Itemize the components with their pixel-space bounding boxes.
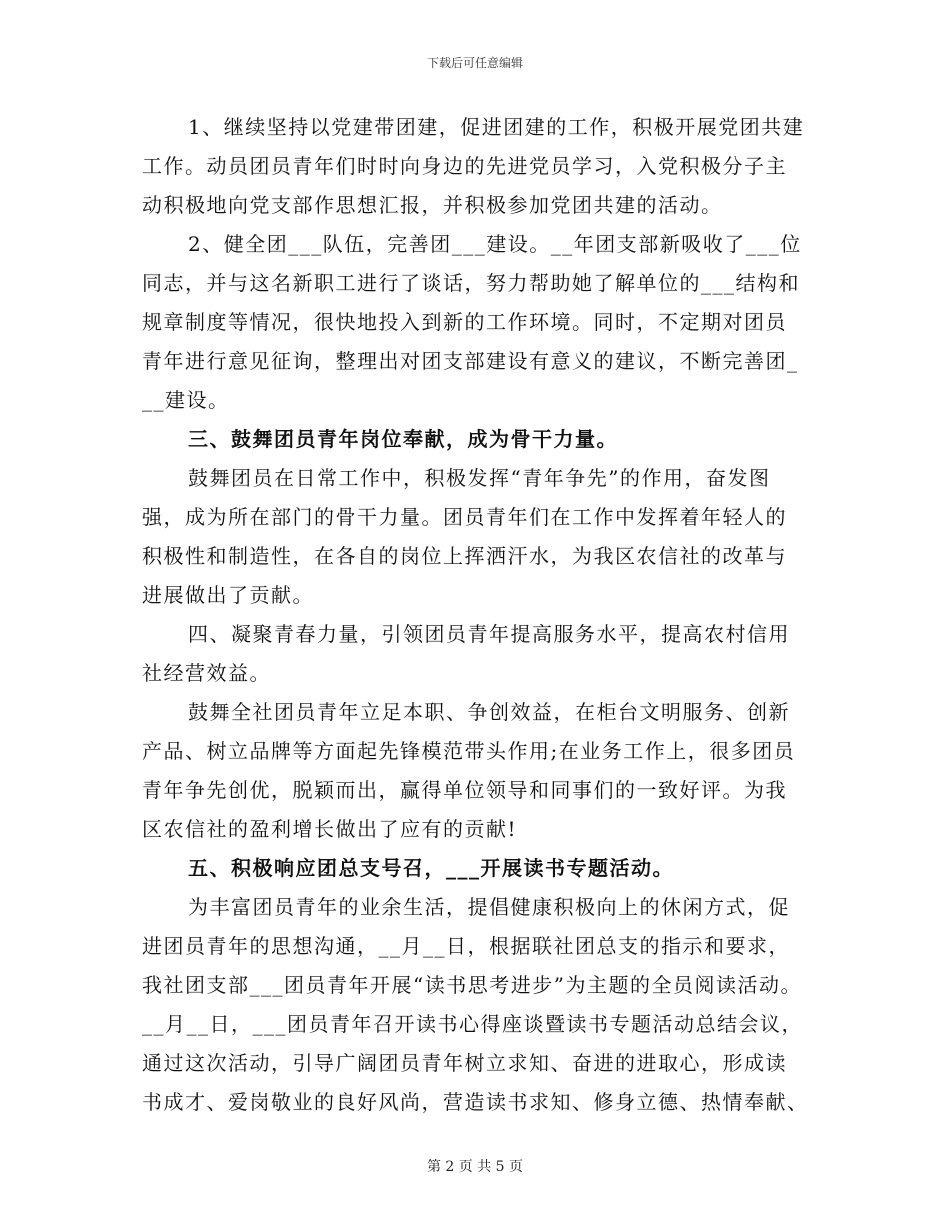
text-line: 1、继续坚持以党建带团建，促进团建的工作，积极开展党团共建 [188,115,805,139]
section-heading: 三、鼓舞团员青年岗位奉献，成为骨干力量。 [188,427,618,451]
text-line: 强，成为所在部门的骨干力量。团员青年们在工作中发挥着年轻人的 [142,505,787,529]
document-body [142,108,810,1122]
page-header: 下载后可任意编辑 [426,56,523,70]
text-line: 积极性和制造性，在各自的岗位上挥洒汗水，为我区农信社的改革与 [142,544,787,568]
text-line: 区农信社的盈利增长做出了应有的贡献! [142,817,518,841]
text-line: 为丰富团员青年的业余生活，提倡健康积极向上的休闲方式，促 [188,895,790,919]
text-line: 同志，并与这名新职工进行了谈话，努力帮助她了解单位的___结构和 [142,271,800,295]
page-footer: 第 2 页 共 5 页 [426,1159,524,1175]
text-line: 动积极地向党支部作思想汇报，并积极参加党团共建的活动。 [142,193,723,217]
text-line: __建设。 [142,388,230,412]
text-line: 进团员青年的思想沟通，__月__日，根据联社团总支的指示和要求， [142,934,790,958]
text-line: 我社团支部___团员青年开展“读书思考进步”为主题的全员阅读活动。 [142,973,802,997]
text-line: __月__日，___团员青年召开读书心得座谈暨读书专题活动总结会议， [142,1012,803,1036]
text-line: 青年争先创优，脱颖而出，赢得单位领导和同事们的一致好评。为我 [142,778,787,802]
text-line: 工作。动员团员青年们时时向身边的先进党员学习，入党积极分子主 [142,154,787,178]
text-line: 鼓舞团员在日常工作中，积极发挥“青年争先”的作用，奋发图 [188,466,771,490]
text-line: 进展做出了贡献。 [142,583,314,607]
text-line: 产品、树立品牌等方面起先锋模范带头作用;在业务工作上，很多团员 [142,739,796,763]
text-line: 青年进行意见征询，整理出对团支部建设有意义的建议，不断完善团_ [142,349,799,373]
text-line: 书成才、爱岗敬业的良好风尚，营造读书求知、修身立德、热情奉献、 [142,1090,809,1114]
text-line: 社经营效益。 [142,661,271,685]
section-heading: 五、积极响应团总支号召，___开展读书专题活动。 [188,856,674,880]
text-line: 通过这次活动，引导广阔团员青年树立求知、奋进的进取心，形成读 [142,1051,787,1075]
text-line: 四、凝聚青春力量，引领团员青年提高服务水平，提高农村信用 [188,622,790,646]
text-line: 2、健全团___队伍，完善团___建设。__年团支部新吸收了___位 [188,232,802,256]
text-line: 鼓舞全社团员青年立足本职、争创效益，在柜台文明服务、创新 [188,700,790,724]
text-line: 规章制度等情况，很快地投入到新的工作环境。同时，不定期对团员 [142,310,787,334]
